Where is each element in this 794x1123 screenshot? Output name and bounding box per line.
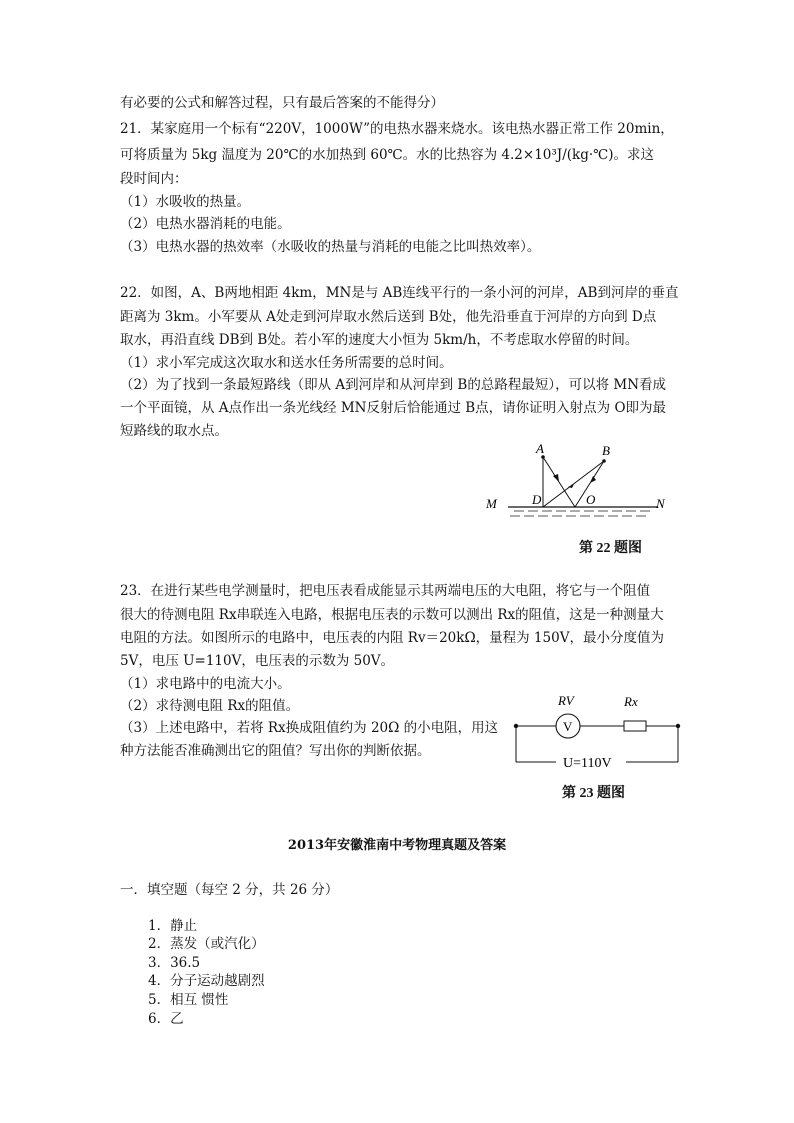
answer-item: 3．36.5	[148, 955, 201, 971]
q21-sub: （1）水吸收的热量。	[120, 194, 251, 210]
q23-line: 电阻的方法。如图所示的电路中，电压表的内阻 Rv＝20kΩ，量程为 150V，最小分度值为	[120, 630, 664, 646]
answers-title: 2013年安徽淮南中考物理真题及答案	[287, 838, 507, 853]
q23-sub: （3）上述电路中，若将 Rx换成阻值约为 20Ω 的小电阻，用这	[120, 720, 499, 736]
figure-22	[480, 436, 680, 526]
label-b: B	[602, 443, 610, 458]
label-n: N	[656, 496, 665, 511]
q21-line: 段时间内：	[120, 171, 188, 187]
label-rv: RV	[558, 693, 574, 708]
figure-23-caption: 第 23 题图	[562, 786, 625, 801]
q22-line: 距离为 3km。小军要从 A处走到河岸取水然后送到 B处，他先沿垂直于河岸的方向到 D点	[120, 309, 657, 325]
label-a: A	[536, 441, 544, 456]
q23-line: 种方法能否准确测出它的阻值？写出你的判断依据。	[120, 743, 431, 759]
label-m: M	[486, 496, 497, 511]
answer-item: 6．乙	[148, 1011, 184, 1027]
answer-item: 2．蒸发（或汽化）	[148, 936, 265, 952]
q23-line: 23．在进行某些电学测量时，把电压表看成能显示其两端电压的大电阻，将它与一个阻值	[120, 583, 651, 599]
figure-22-caption: 第 22 题图	[579, 541, 642, 556]
answer-item: 1．静止	[148, 918, 198, 934]
q21-sub: （3）电热水器的热效率（水吸收的热量与消耗的电能之比叫热效率）。	[120, 239, 541, 255]
q23-line: 5V，电压 U=110V，电压表的示数为 50V。	[120, 653, 395, 669]
q22-line: 一个平面镜，从 A点作出一条光线经 MN反射后恰能通过 B点，请你证明入射点为 O即为最	[120, 400, 667, 416]
voltmeter-symbol: V	[563, 719, 573, 734]
q21-line: 可将质量为 5kg 温度为 20℃的水加热到 60℃。水的比热容为 4.2×10³J/(kg·℃)。求这	[120, 147, 655, 163]
q22-line: 取水，再沿直线 DB到 B处。若小军的速度大小恒为 5km/h，不考虑取水停留的时间。	[120, 332, 639, 348]
text-line: 有必要的公式和解答过程，只有最后答案的不能得分）	[120, 95, 444, 111]
answers-section: 一．填空题（每空 2 分，共 26 分）	[120, 882, 339, 898]
q21-sub: （2）电热水器消耗的电能。	[120, 216, 291, 232]
answer-item: 5．相互 惯性	[148, 992, 229, 1008]
label-u: U=110V	[563, 756, 612, 770]
q22-sub: （2）为了找到一条最短路线（即从 A到河岸和从河岸到 B的总路程最短），可以将 MN看成	[120, 377, 667, 393]
answer-item: 4．分子运动越剧烈	[148, 973, 265, 989]
label-o: O	[586, 492, 596, 507]
q21-line: 21．某家庭用一个标有“220V，1000W”的电热水器来烧水。该电热水器正常工作 20min，	[120, 121, 674, 137]
q23-line: 很大的待测电阻 Rx串联连入电路，根据电压表的示数可以测出 Rx的阻值，这是一种测量大	[120, 607, 664, 623]
figure-23	[508, 688, 688, 770]
label-d: D	[532, 492, 542, 507]
q23-sub: （2）求待测电阻 Rx的阻值。	[120, 698, 300, 714]
q23-sub: （1）求电路中的电流大小。	[120, 676, 291, 692]
q22-line: 22．如图，A、B两地相距 4km，MN是与 AB连线平行的一条小河的河岸，AB到河岸的垂直	[120, 285, 679, 301]
label-rx: Rx	[624, 694, 638, 709]
q22-sub: （1）求小军完成这次取水和送水任务所需要的总时间。	[120, 355, 453, 371]
q22-line: 短路线的取水点。	[120, 423, 228, 439]
